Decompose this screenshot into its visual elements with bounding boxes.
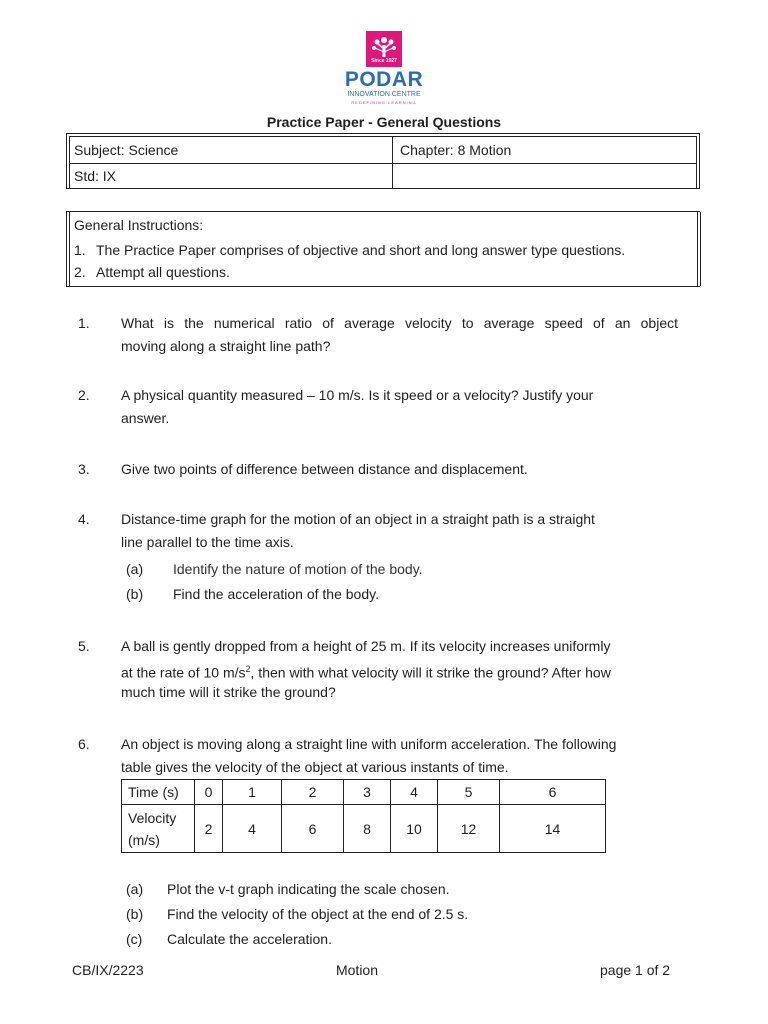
sub-question-text: Find the acceleration of the body. <box>173 586 379 602</box>
subject-cell: Subject: Science <box>74 142 179 158</box>
footer-topic: Motion <box>335 962 379 978</box>
velocity-cell: 6 <box>282 805 344 853</box>
velocity-cell: 8 <box>344 805 391 853</box>
time-cell: 0 <box>195 780 223 805</box>
question-number: 6. <box>78 736 90 752</box>
question-text: line parallel to the time axis. <box>121 534 294 550</box>
sub-question-label: (c) <box>126 931 143 947</box>
question-text: What is the numerical ratio of average velocity to average speed of an object <box>121 315 678 331</box>
footer-page: page 1 of 2 <box>600 962 671 978</box>
sub-question-label: (b) <box>126 586 144 602</box>
chapter-cell: Chapter: 8 Motion <box>400 142 512 158</box>
question-number: 3. <box>78 461 90 477</box>
time-cell: 6 <box>500 780 606 805</box>
velocity-cell: 12 <box>438 805 500 853</box>
question-number: 1. <box>78 315 90 331</box>
instruction-text: Attempt all questions. <box>96 264 230 280</box>
question-text: much time will it strike the ground? <box>121 684 336 700</box>
logo-subtitle: INNOVATION CENTRE <box>347 91 421 98</box>
question-number: 5. <box>78 638 90 654</box>
footer-code: CB/IX/2223 <box>72 962 144 978</box>
time-cell: 5 <box>438 780 500 805</box>
time-cell: 2 <box>282 780 344 805</box>
question-text: A physical quantity measured – 10 m/s. Is it speed or a velocity? Justify your <box>121 387 594 403</box>
velocity-cell: 2 <box>195 805 223 853</box>
logo-since: Since 1927 <box>371 58 397 64</box>
question-text: moving along a straight line path? <box>121 338 331 354</box>
paper-title: Practice Paper - General Questions <box>266 114 502 130</box>
velocity-cell: 4 <box>223 805 282 853</box>
question-text: Give two points of difference between distance and displacement. <box>121 461 528 477</box>
question-number: 2. <box>78 387 90 403</box>
question-text: An object is moving along a straight line with uniform acceleration. The following <box>121 736 617 752</box>
logo-tagline: REDEFINING LEARNING <box>351 100 417 105</box>
time-cell: 3 <box>344 780 391 805</box>
instruction-number: 1. <box>74 242 86 258</box>
velocity-label-line: (m/s) <box>128 831 160 848</box>
question-text: Distance-time graph for the motion of an object in a straight path is a straight <box>121 511 595 527</box>
question-text-part: , then with what velocity will it strike the ground? After how <box>250 664 611 681</box>
instructions-box <box>66 211 700 287</box>
sub-question-label: (a) <box>126 561 144 577</box>
time-cell: 4 <box>391 780 438 805</box>
std-cell: Std: IX <box>74 168 117 184</box>
instruction-number: 2. <box>74 264 86 280</box>
sub-question-text: Find the velocity of the object at the end of 2.5 s. <box>167 906 469 922</box>
subject-table <box>66 133 700 189</box>
question-text: table gives the velocity of the object at various instants of time. <box>121 759 509 775</box>
velocity-label-line: Velocity <box>128 809 177 826</box>
velocity-cell: 14 <box>500 805 606 853</box>
question-text: answer. <box>121 410 170 426</box>
sub-question-text: Plot the v-t graph indicating the scale chosen. <box>167 881 450 897</box>
velocity-label <box>122 805 195 853</box>
superscript: 2 <box>245 664 251 674</box>
question-text-part: at the rate of 10 m/s <box>121 664 246 681</box>
time-label: Time (s) <box>122 780 195 805</box>
question-text: A ball is gently dropped from a height of 25 m. If its velocity increases uniformly <box>121 638 611 654</box>
velocity-table <box>121 779 606 853</box>
logo-name: PODAR <box>344 68 424 91</box>
velocity-cell: 10 <box>391 805 438 853</box>
sub-question-text: Identify the nature of motion of the body. <box>173 561 423 577</box>
instruction-text: The Practice Paper comprises of objective and short and long answer type questions. <box>96 242 626 258</box>
sub-question-text: Calculate the acceleration. <box>167 931 332 947</box>
instructions-heading: General Instructions: <box>74 217 204 233</box>
time-row <box>122 780 606 805</box>
sub-question-label: (a) <box>126 881 144 897</box>
time-cell: 1 <box>223 780 282 805</box>
podar-logo <box>336 27 432 107</box>
velocity-row <box>122 805 606 853</box>
question-number: 4. <box>78 511 90 527</box>
sub-question-label: (b) <box>126 906 144 922</box>
